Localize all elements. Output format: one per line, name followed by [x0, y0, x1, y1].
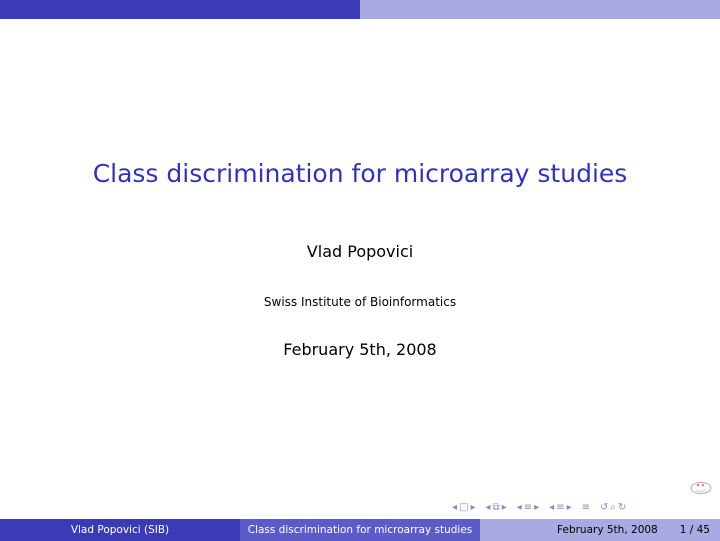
- footline: [0, 519, 720, 541]
- nav-document-icon[interactable]: ≡: [556, 502, 565, 513]
- nav-subsection-icon[interactable]: ⧉: [492, 502, 500, 513]
- nav-forward-icon[interactable]: ↻: [618, 502, 627, 513]
- nav-prev-subsection-icon[interactable]: ◂: [485, 502, 491, 513]
- nav-back-icon[interactable]: ↺: [600, 502, 609, 513]
- footer-date: February 5th, 2008: [557, 524, 658, 536]
- header-bar-right-segment: [360, 0, 720, 19]
- footer-page-number: 1 / 45: [679, 524, 710, 536]
- slide-author: Vlad Popovici: [306, 242, 414, 261]
- slide-date: February 5th, 2008: [283, 340, 437, 359]
- nav-next-subsection-icon[interactable]: ▸: [501, 502, 507, 513]
- header-bar: [0, 0, 720, 19]
- footer-author: Vlad Popovici (SIB): [0, 519, 240, 541]
- nav-search-icon[interactable]: ⌕: [610, 502, 617, 513]
- nav-prev-section-icon[interactable]: ◂: [516, 502, 522, 513]
- footer-date-page: [480, 519, 720, 541]
- beamer-logo-icon: [688, 479, 714, 495]
- nav-prev-document-icon[interactable]: ◂: [549, 502, 555, 513]
- slide-title: Class discrimination for microarray studies: [92, 159, 628, 188]
- nav-next-frame-icon[interactable]: ▸: [470, 502, 476, 513]
- beamer-navigation: [452, 500, 626, 516]
- nav-section-icon[interactable]: ≡: [523, 502, 533, 513]
- nav-appendix-icon[interactable]: ≡: [581, 502, 591, 513]
- nav-frame-icon[interactable]: □: [459, 502, 469, 513]
- nav-prev-frame-icon[interactable]: ◂: [452, 502, 458, 513]
- nav-next-section-icon[interactable]: ▸: [534, 502, 540, 513]
- nav-next-document-icon[interactable]: ▸: [566, 502, 572, 513]
- header-bar-left-segment: [0, 0, 360, 19]
- slide-institute: Swiss Institute of Bioinformatics: [263, 295, 457, 309]
- footer-title: Class discrimination for microarray studies: [240, 519, 480, 541]
